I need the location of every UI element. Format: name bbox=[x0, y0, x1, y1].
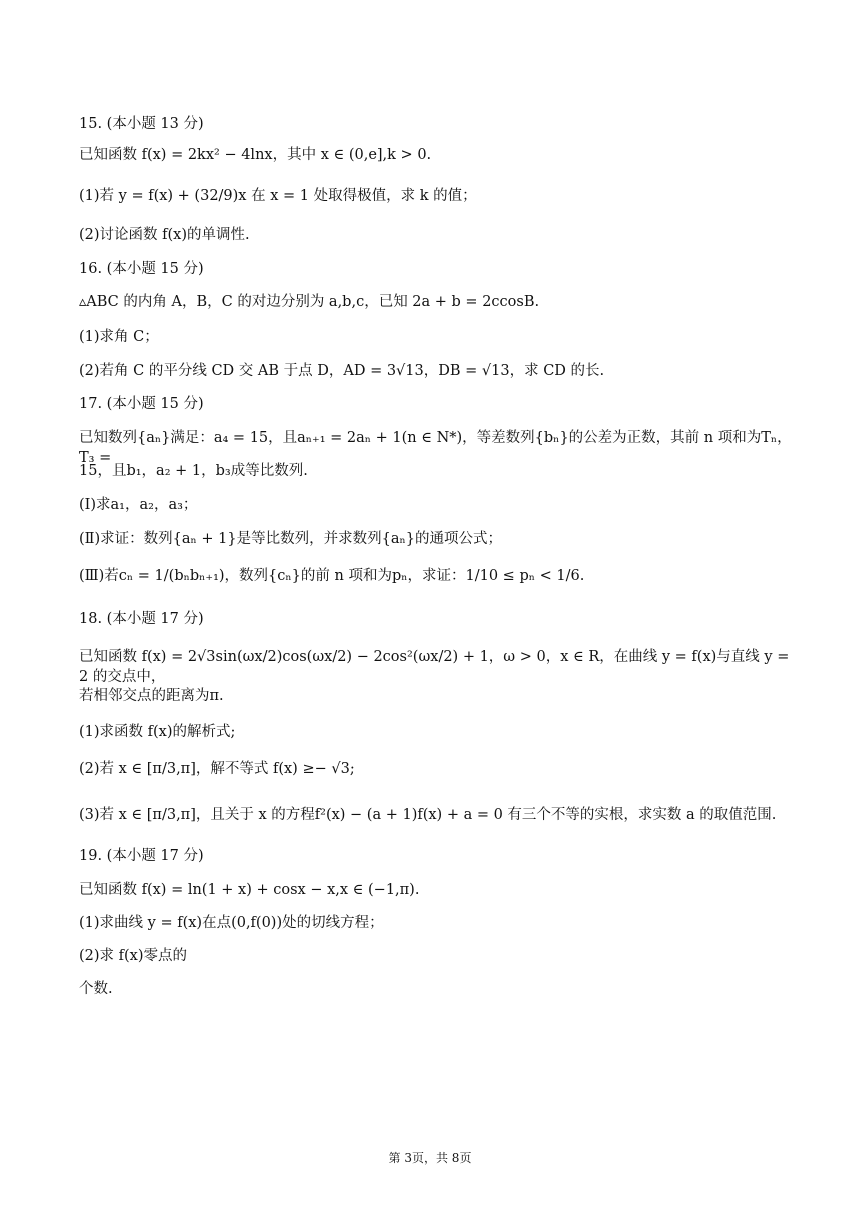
problem-16-heading: 16. (本小题 15 分) bbox=[79, 261, 204, 277]
problem-17-statement-line-1: 已知数列{aₙ}满足：a₄ = 15，且aₙ₊₁ = 2aₙ + 1(n ∈ N*)，等差数列{bₙ}的公差为正数，其前 n 项和为Tₙ，T₃ = bbox=[79, 430, 792, 466]
problem-18-statement-line-2: 若相邻交点的距离为π. bbox=[79, 688, 224, 704]
problem-15-heading: 15. (本小题 13 分) bbox=[79, 116, 204, 132]
problem-16-part-1: (1)求角 C； bbox=[79, 329, 159, 345]
problem-18-part-1: (1)求函数 f(x)的解析式; bbox=[79, 724, 236, 740]
problem-17-part-2: (Ⅱ)求证：数列{aₙ + 1}是等比数列，并求数列{aₙ}的通项公式； bbox=[79, 531, 502, 547]
problem-17-heading: 17. (本小题 15 分) bbox=[79, 396, 204, 412]
problem-15-part-2: (2)讨论函数 f(x)的单调性. bbox=[79, 227, 250, 243]
problem-19-heading: 19. (本小题 17 分) bbox=[79, 848, 204, 864]
problem-18-statement-line-1: 已知函数 f(x) = 2√3sin(ωx/2)cos(ωx/2) − 2cos²(ωx/2) + 1，ω > 0，x ∈ R，在曲线 y = f(x)与直线 y = 2 的交点中， bbox=[79, 649, 790, 685]
problem-19-part-1: (1)求曲线 y = f(x)在点(0,f(0))处的切线方程； bbox=[79, 915, 384, 931]
problem-15-part-1: (1)若 y = f(x) + (32/9)x 在 x = 1 处取得极值，求 k 的值； bbox=[79, 188, 477, 204]
problem-17-statement-line-2: 15，且b₁，a₂ + 1，b₃成等比数列. bbox=[79, 463, 308, 479]
problem-19-part-2-continued: 个数. bbox=[79, 981, 113, 997]
problem-18-heading: 18. (本小题 17 分) bbox=[79, 611, 204, 627]
problem-16-part-2: (2)若角 C 的平分线 CD 交 AB 于点 D，AD = 3√13，DB = √13，求 CD 的长. bbox=[79, 363, 605, 379]
problem-19-statement: 已知函数 f(x) = ln(1 + x) + cosx − x,x ∈ (−1,π). bbox=[79, 882, 420, 898]
problem-19-part-2: (2)求 f(x)零点的 bbox=[79, 948, 188, 964]
page-footer: 第 3页，共 8页 bbox=[388, 1151, 472, 1165]
problem-18-part-2: (2)若 x ∈ [π/3,π]，解不等式 f(x) ≥− √3; bbox=[79, 761, 355, 777]
problem-17-part-3: (Ⅲ)若cₙ = 1/(bₙbₙ₊₁)，数列{cₙ}的前 n 项和为pₙ，求证：1/10 ≤ pₙ < 1/6. bbox=[79, 568, 585, 584]
problem-16-statement: ▵ABC 的内角 A，B，C 的对边分别为 a,b,c，已知 2a + b = 2ccosB. bbox=[79, 294, 540, 310]
problem-17-part-1: (Ⅰ)求a₁，a₂，a₃； bbox=[79, 497, 198, 513]
problem-15-statement: 已知函数 f(x) = 2kx² − 4lnx，其中 x ∈ (0,e],k > 0. bbox=[79, 147, 432, 163]
problem-18-part-3: (3)若 x ∈ [π/3,π]，且关于 x 的方程f²(x) − (a + 1)f(x) + a = 0 有三个不等的实根，求实数 a 的取值范围. bbox=[79, 807, 777, 823]
